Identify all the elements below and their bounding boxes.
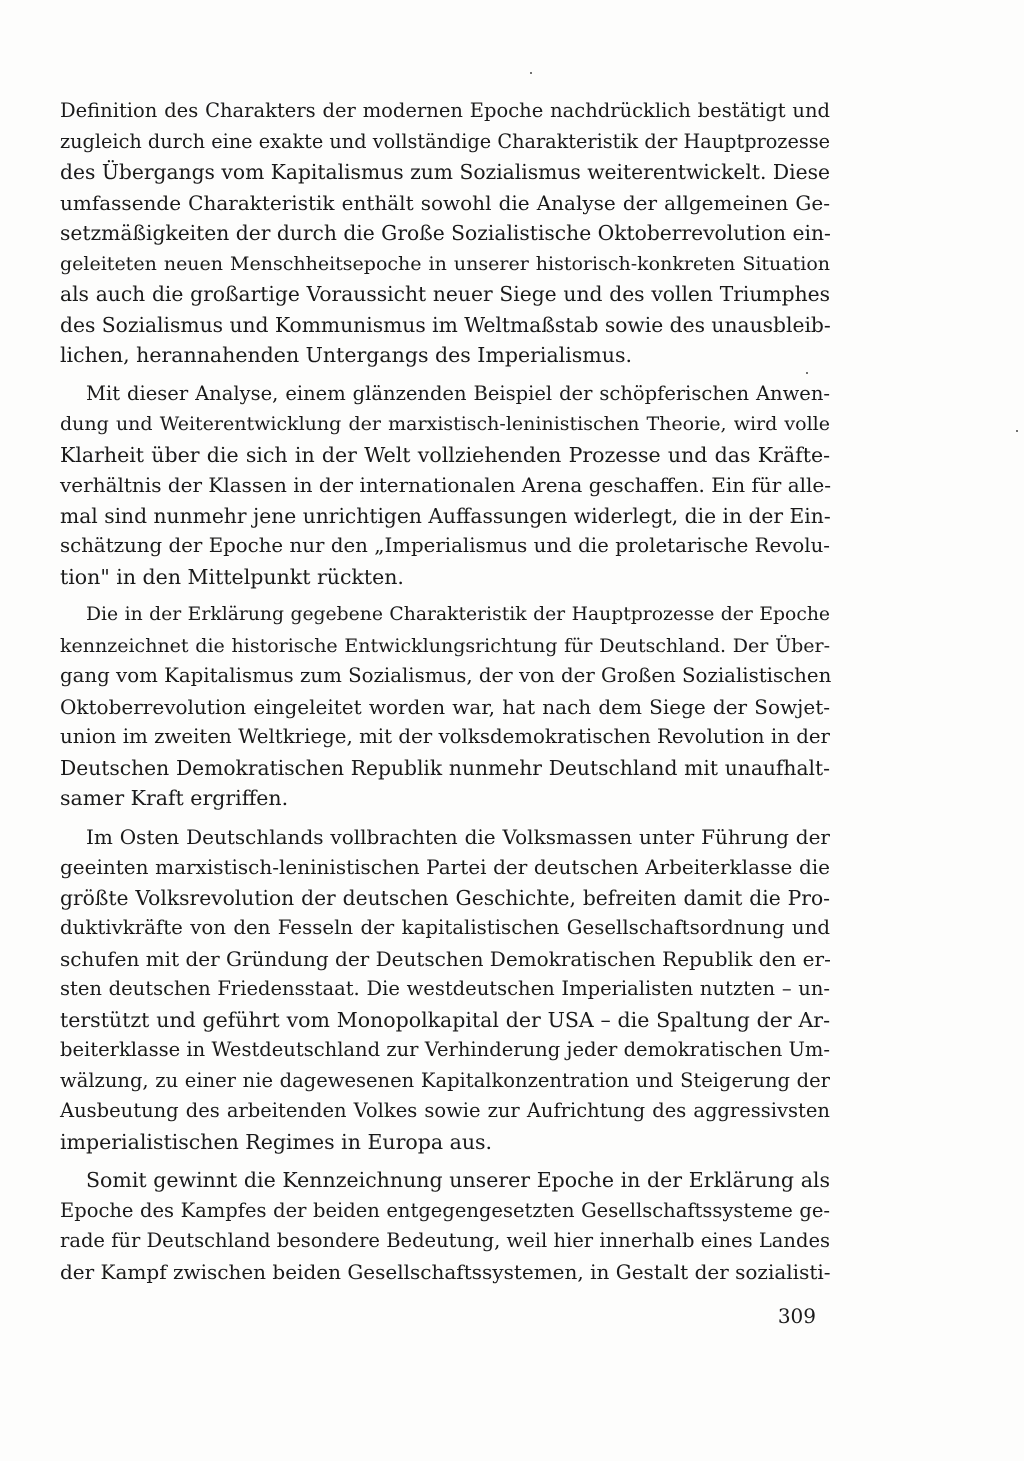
text-line: zugleich durch eine exakte und vollständige Charakteristik der Hauptprozesse [60,129,830,153]
text-line: als auch die großartige Voraussicht neuer Siege und des vollen Triumphes [60,282,830,306]
text-line: Klarheit über die sich in der Welt vollziehenden Prozesse und das Kräfte- [60,442,830,467]
text-line: schätzung der Epoche nur den „Imperialismus und die proletarische Revolu- [60,534,830,557]
print-speck [530,72,532,74]
print-speck [1016,430,1018,432]
text-line: des Sozialismus und Kommunismus im Weltmaßstab sowie des unausbleib- [60,312,831,337]
text-line: Im Osten Deutschlands vollbrachten die Volksmassen unter Führung der [86,824,830,849]
text-line: tion" in den Mittelpunkt rückten. [60,564,404,589]
text-line: Oktoberrevolution eingeleitet worden war, hat nach dem Siege der Sowjet- [60,694,830,719]
text-line: duktivkräfte von den Fesseln der kapitalistischen Gesellschaftsordnung und [60,916,830,939]
text-line: Ausbeutung des arbeitenden Volkes sowie zur Aufrichtung des aggressivsten [60,1099,830,1122]
text-line: der Kampf zwischen beiden Gesellschaftssystemen, in Gestalt der sozialisti- [60,1259,831,1284]
text-line: Epoche des Kampfes der beiden entgegengesetzten Gesellschaftssysteme ge- [60,1198,830,1222]
paragraph-2 [60,379,830,593]
text-line: Deutschen Demokratischen Republik nunmehr Deutschland mit unaufhalt- [60,755,830,780]
text-line: setzmäßigkeiten der durch die Große Sozialistische Oktoberrevolution ein- [60,221,831,245]
text-line: rade für Deutschland besondere Bedeutung, weil hier innerhalb eines Landes [60,1229,830,1252]
text-line: union im zweiten Weltkriege, mit der volksdemokratischen Revolution in der [60,725,830,748]
text-line: terstützt und geführt vom Monopolkapital der USA – die Spaltung der Ar- [60,1007,830,1032]
text-line: wälzung, zu einer nie dagewesenen Kapitalkonzentration und Steigerung der [60,1068,830,1092]
text-line: Somit gewinnt die Kennzeichnung unserer Epoche in der Erklärung als [86,1168,830,1192]
paragraph-4 [60,822,830,1158]
paragraph-1 [60,96,830,371]
text-line: imperialistischen Regimes in Europa aus. [60,1129,493,1154]
text-line: mal sind nunmehr jene unrichtigen Auffassungen widerlegt, die in der Ein- [60,503,831,528]
page-number: 309 [777,1304,816,1328]
text-line: größte Volksrevolution der deutschen Geschichte, befreiten damit die Pro- [60,885,830,910]
text-line: geeinten marxistisch-leninistischen Partei der deutschen Arbeiterklasse die [60,855,830,879]
text-line: Mit dieser Analyse, einem glänzenden Beispiel der schöpferischen Anwen- [86,381,830,405]
text-line: sten deutschen Friedensstaat. Die westdeutschen Imperialisten nutzten – un- [60,977,830,1000]
text-line: verhältnis der Klassen in der internationalen Arena geschaffen. Ein für alle- [60,473,832,497]
text-line: beiterklasse in Westdeutschland zur Verhinderung jeder demokratischen Um- [60,1038,830,1061]
text-line: des Übergangs vom Kapitalismus zum Sozialismus weiterentwickelt. Diese [60,160,830,184]
text-line: kennzeichnet die historische Entwicklungsrichtung für Deutschland. Der Über- [60,634,830,657]
text-line: geleiteten neuen Menschheitsepoche in unserer historisch-konkreten Situation [60,252,830,275]
text-line: gang vom Kapitalismus zum Sozialismus, der von der Großen Sozialistischen [60,664,832,687]
text-line: samer Kraft ergriffen. [60,786,289,810]
text-line: umfassende Charakteristik enthält sowohl die Analyse der allgemeinen Ge- [60,190,830,215]
text-line: dung und Weiterentwicklung der marxistisch-leninistischen Theorie, wird volle [60,413,830,435]
text-line: Definition des Charakters der modernen Epoche nachdrücklich bestätigt und [60,99,830,122]
paragraph-3 [60,600,830,814]
text-line: Die in der Erklärung gegebene Charakteristik der Hauptprozesse der Epoche [86,604,830,625]
paragraph-5 [60,1165,830,1287]
text-line: schufen mit der Gründung der Deutschen Demokratischen Republik den er- [60,946,831,971]
body-text [60,96,830,1295]
text-line: lichen, herannahenden Untergangs des Imperialismus. [60,343,632,367]
